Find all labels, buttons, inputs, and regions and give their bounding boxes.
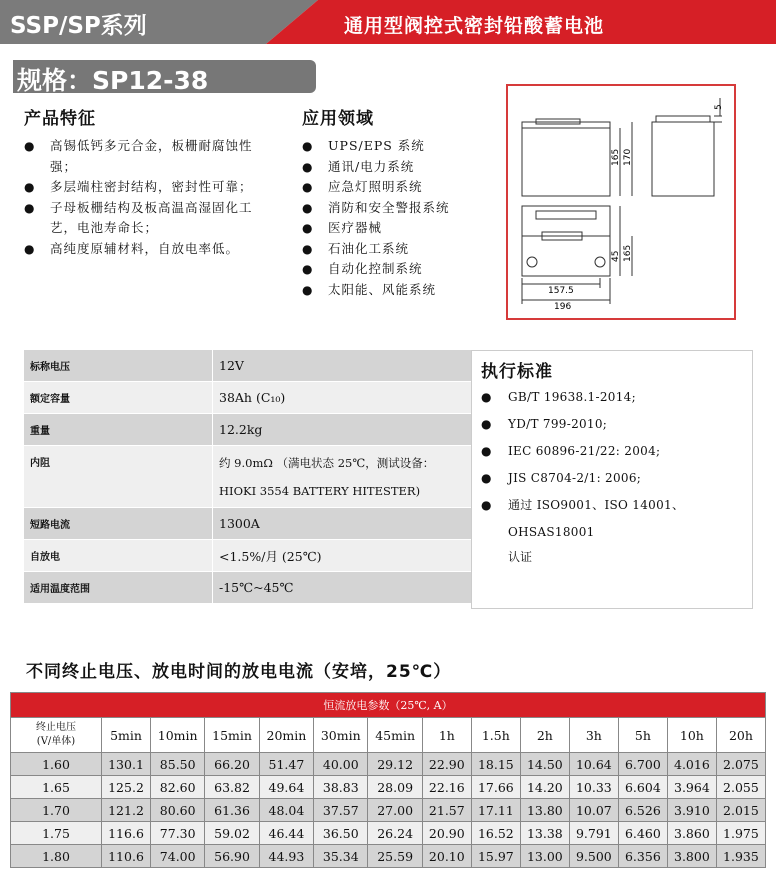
table-row <box>11 822 766 845</box>
current-cell: 49.64 <box>259 776 313 799</box>
current-cell: 44.93 <box>259 845 313 868</box>
row-header-line: 终止电压 <box>36 722 76 733</box>
current-cell: 13.00 <box>520 845 569 868</box>
current-cell: 6.460 <box>618 822 667 845</box>
end-voltage-cell: 1.70 <box>11 799 102 822</box>
features-title: 产品特征 <box>24 109 96 129</box>
dim-label: 157.5 <box>548 286 574 296</box>
table-row <box>24 446 471 508</box>
spec-key: 自放电 <box>24 540 213 572</box>
application-item: ● 消防和安全警报系统 <box>302 198 502 219</box>
current-cell: 37.57 <box>314 799 368 822</box>
application-item: ● UPS/EPS 系统 <box>302 136 502 157</box>
current-cell: 110.6 <box>102 845 151 868</box>
current-cell: 80.60 <box>151 799 205 822</box>
current-cell: 2.055 <box>716 776 765 799</box>
standard-item: ● GB/T 19638.1-2014; <box>481 384 752 411</box>
current-cell: 38.83 <box>314 776 368 799</box>
applications-section <box>302 104 502 300</box>
current-cell: 27.00 <box>368 799 422 822</box>
column-header: 20h <box>716 718 765 753</box>
spec-banner <box>13 60 316 93</box>
dim-label: 196 <box>554 302 572 312</box>
battery-drawing <box>508 86 734 318</box>
current-cell: 116.6 <box>102 822 151 845</box>
current-cell: 17.11 <box>471 799 520 822</box>
current-cell: 4.016 <box>667 753 716 776</box>
current-cell: 77.30 <box>151 822 205 845</box>
current-cell: 29.12 <box>368 753 422 776</box>
column-header: 1h <box>422 718 471 753</box>
current-cell: 1.975 <box>716 822 765 845</box>
current-cell: 28.09 <box>368 776 422 799</box>
end-voltage-cell: 1.60 <box>11 753 102 776</box>
column-header: 15min <box>205 718 259 753</box>
column-header: 45min <box>368 718 422 753</box>
spec-key: 标称电压 <box>24 350 213 382</box>
spec-value-line: HIOKI 3554 BATTERY HITESTER) <box>219 483 421 498</box>
dim-label: 170 <box>623 148 633 166</box>
applications-title: 应用领域 <box>302 109 374 129</box>
spec-title: 规格：SP12-38 <box>17 66 209 95</box>
spec-key: 重量 <box>24 414 213 446</box>
current-cell: 6.604 <box>618 776 667 799</box>
feature-item: ● 子母板栅结构及板高温高湿固化工艺，电池寿命长； <box>24 198 276 239</box>
table-row <box>24 382 471 414</box>
column-header: 5min <box>102 718 151 753</box>
current-cell: 6.526 <box>618 799 667 822</box>
current-cell: 2.075 <box>716 753 765 776</box>
standard-item: ● JIS C8704-2/1: 2006; <box>481 465 752 492</box>
table-row <box>11 776 766 799</box>
application-item: ● 通讯/电力系统 <box>302 157 502 178</box>
current-cell: 1.935 <box>716 845 765 868</box>
current-cell: 9.500 <box>569 845 618 868</box>
column-header: 10h <box>667 718 716 753</box>
spec-value: -15℃~45℃ <box>213 572 472 604</box>
current-cell: 13.38 <box>520 822 569 845</box>
dimension-diagram <box>506 84 736 320</box>
table-caption: 恒流放电参数（25℃, A） <box>11 693 766 718</box>
current-cell: 22.16 <box>422 776 471 799</box>
spec-value: 12.2kg <box>213 414 472 446</box>
current-cell: 22.90 <box>422 753 471 776</box>
spec-value: <1.5%/月 (25℃) <box>213 540 472 572</box>
feature-item: ● 高纯度原辅材料，自放电率低。 <box>24 239 276 260</box>
current-cell: 3.910 <box>667 799 716 822</box>
current-cell: 13.80 <box>520 799 569 822</box>
current-cell: 74.00 <box>151 845 205 868</box>
spec-key: 短路电流 <box>24 508 213 540</box>
column-header: 20min <box>259 718 313 753</box>
current-cell: 2.015 <box>716 799 765 822</box>
spec-table <box>24 350 471 604</box>
feature-item: ● 多层端柱密封结构，密封性可靠； <box>24 177 276 198</box>
current-cell: 46.44 <box>259 822 313 845</box>
column-header: 3h <box>569 718 618 753</box>
row-header-line: (V/单体) <box>36 736 76 747</box>
current-cell: 56.90 <box>205 845 259 868</box>
table-header-row <box>11 718 766 753</box>
current-cell: 40.00 <box>314 753 368 776</box>
application-item: ● 石油化工系统 <box>302 239 502 260</box>
application-item: ● 医疗器械 <box>302 218 502 239</box>
current-cell: 14.50 <box>520 753 569 776</box>
current-cell: 85.50 <box>151 753 205 776</box>
current-cell: 59.02 <box>205 822 259 845</box>
spec-value-line: 约 9.0mΩ （满电状态 25℃，测试设备： <box>219 455 435 470</box>
spec-value <box>213 446 472 508</box>
discharge-table <box>10 692 766 868</box>
current-cell: 51.47 <box>259 753 313 776</box>
dim-label: 165 <box>623 244 633 262</box>
current-cell: 26.24 <box>368 822 422 845</box>
current-cell: 66.20 <box>205 753 259 776</box>
current-cell: 25.59 <box>368 845 422 868</box>
table-row <box>24 508 471 540</box>
dim-label: 165 <box>611 148 621 166</box>
current-cell: 3.800 <box>667 845 716 868</box>
standard-item: ● 通过 ISO9001、ISO 14001、OHSAS18001 <box>481 492 752 546</box>
current-cell: 3.860 <box>667 822 716 845</box>
end-voltage-cell: 1.65 <box>11 776 102 799</box>
table-row <box>11 845 766 868</box>
spec-value: 38Ah (C₁₀) <box>213 382 472 414</box>
table-row <box>24 414 471 446</box>
table-row <box>24 350 471 382</box>
column-header: 1.5h <box>471 718 520 753</box>
standard-tail: 认证 <box>508 550 533 564</box>
current-cell: 82.60 <box>151 776 205 799</box>
current-cell: 63.82 <box>205 776 259 799</box>
spec-key: 适用温度范围 <box>24 572 213 604</box>
series-title: SSP/SP系列 <box>10 13 147 39</box>
dim-label: 45 <box>611 250 621 262</box>
spec-value: 1300A <box>213 508 472 540</box>
application-item: ● 应急灯照明系统 <box>302 177 502 198</box>
current-cell: 35.34 <box>314 845 368 868</box>
spec-key: 额定容量 <box>24 382 213 414</box>
application-item: ● 太阳能、风能系统 <box>302 280 502 301</box>
current-cell: 48.04 <box>259 799 313 822</box>
table-row <box>24 540 471 572</box>
current-cell: 18.15 <box>471 753 520 776</box>
table-row <box>11 753 766 776</box>
current-cell: 20.10 <box>422 845 471 868</box>
end-voltage-cell: 1.80 <box>11 845 102 868</box>
current-cell: 9.791 <box>569 822 618 845</box>
table-row <box>11 799 766 822</box>
application-item: ● 自动化控制系统 <box>302 259 502 280</box>
current-cell: 6.356 <box>618 845 667 868</box>
standards-box <box>471 350 753 609</box>
column-header: 30min <box>314 718 368 753</box>
current-cell: 16.52 <box>471 822 520 845</box>
current-cell: 121.2 <box>102 799 151 822</box>
current-cell: 61.36 <box>205 799 259 822</box>
current-cell: 36.50 <box>314 822 368 845</box>
current-cell: 10.64 <box>569 753 618 776</box>
column-header: 10min <box>151 718 205 753</box>
features-section <box>24 104 284 259</box>
current-cell: 10.07 <box>569 799 618 822</box>
current-cell: 3.964 <box>667 776 716 799</box>
current-cell: 20.90 <box>422 822 471 845</box>
dim-label: 5 <box>714 104 724 110</box>
table-row <box>24 572 471 604</box>
column-header: 2h <box>520 718 569 753</box>
end-voltage-cell: 1.75 <box>11 822 102 845</box>
current-cell: 6.700 <box>618 753 667 776</box>
discharge-title: 不同终止电压、放电时间的放电电流（安培，25℃） <box>26 662 452 682</box>
current-cell: 10.33 <box>569 776 618 799</box>
current-cell: 21.57 <box>422 799 471 822</box>
current-cell: 125.2 <box>102 776 151 799</box>
current-cell: 14.20 <box>520 776 569 799</box>
spec-key: 内阻 <box>24 446 213 508</box>
standard-item: ● YD/T 799-2010; <box>481 411 752 438</box>
standards-title: 执行标准 <box>481 362 553 382</box>
feature-item: ● 高锡低钙多元合金，板栅耐腐蚀性强； <box>24 136 276 177</box>
current-cell: 17.66 <box>471 776 520 799</box>
current-cell: 130.1 <box>102 753 151 776</box>
standard-item: ● IEC 60896-21/22: 2004; <box>481 438 752 465</box>
spec-value: 12V <box>213 350 472 382</box>
current-cell: 15.97 <box>471 845 520 868</box>
row-header-cell <box>11 718 102 753</box>
column-header: 5h <box>618 718 667 753</box>
product-subtitle: 通用型阀控式密封铅酸蓄电池 <box>344 15 605 37</box>
discharge-table-body <box>11 753 766 868</box>
